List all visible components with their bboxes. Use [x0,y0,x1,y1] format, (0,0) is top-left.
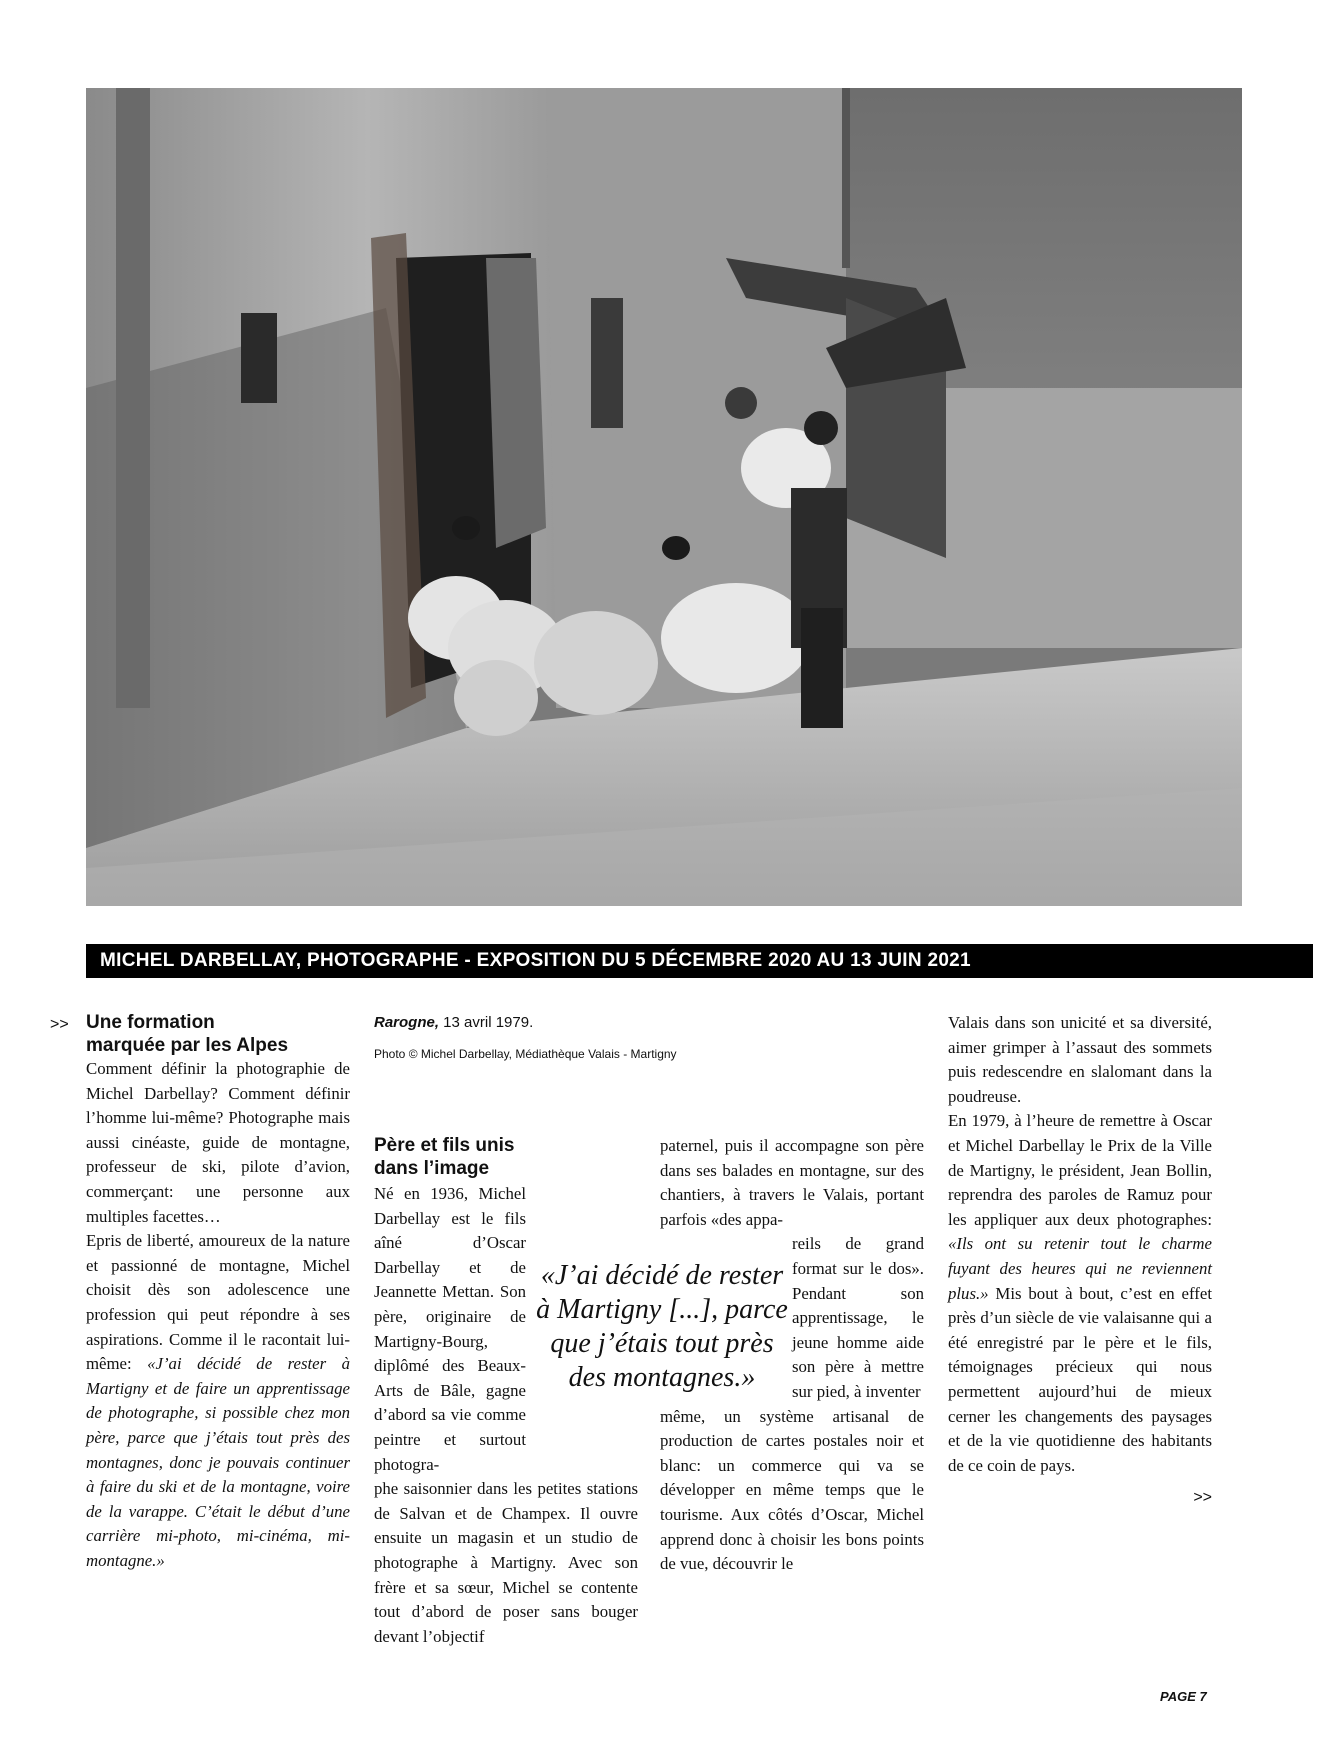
heading-line-2: dans l’image [374,1158,490,1179]
photo-credit: Photo © Michel Darbellay, Médiathèque Valais - Martigny [374,1046,677,1061]
paragraph: Né en 1936, Michel Darbellay est le fils aîné d’Oscar Darbellay et de Jeannette Mettan. Son père, originaire de Martigny-Bourg, diplômé des Beaux-Arts de Bâle, gagne d’abord sa vie comme peintre et surtout photogra- [374,1184,526,1474]
continue-marker[interactable]: >> [1193,1489,1212,1507]
caption-title [374,1011,774,1036]
pull-quote: «J’ai décidé de rester à Martigny [...], parce que j’étais tout près des montagnes.» [536,1260,788,1393]
caption-place: Rarogne, [374,1014,440,1031]
paragraph [948,1109,1212,1478]
paragraph [86,1229,350,1573]
paragraph-text: Epris de liberté, amoureux de la nature et passionné de montagne, Michel choisit dès son adolescence une profession qui peut répondre à ses aspirations. Comme il le racontait lui-même: [86,1231,350,1374]
heading-line-1: Une formation [86,1012,215,1033]
paragraph: même, un système artisanal de production de cartes postales noir et blanc: un commerce qui va se développer en même temps que le tourisme. Aux côtés d’Oscar, Michel apprend donc à choisir les bons points de vue, découvrir le [660,1406,924,1574]
heading-line-1: Père et fils unis [374,1135,515,1156]
paragraph: Valais dans son unicité et sa diversité, aimer grimper à l’assaut des sommets puis redescendre en slalomant dans la poudreuse. [948,1013,1212,1106]
column-2 [374,1182,638,1649]
photo-caption [374,1011,774,1066]
column-4 [948,1011,1212,1511]
quote-text: «Ils ont su retenir tout le charme fuyant des heures qui ne reviennent plus.» [948,1234,1212,1303]
section-marker: >> [50,1016,69,1033]
column-3 [660,1134,924,1577]
section-heading [86,1011,350,1057]
paragraph: paternel, puis il accompagne son père dans ses balades en montagne, sur des chantiers, à travers le Valais, portant parfois «des appa- [660,1136,924,1229]
paragraph-text: Mis bout à bout, c’est en effet près d’un siècle de vie valaisanne qui a été enregistré par le père et le fils, témoignages précieux qui nous permettent aujourd’hui de mieux cerner les changements des paysages et de la vie quotidienne des habitants de ce coin de pays. [948,1283,1212,1475]
paragraph-text: En 1979, à l’heure de remettre à Oscar et Michel Darbellay le Prix de la Ville de Martigny, le président, Jean Bollin, reprendra des paroles de Ramuz pour les appliquer aux deux photographes: [948,1111,1212,1229]
section-heading [374,1134,638,1180]
paragraph: Comment définir la photographie de Michel Darbellay? Comment définir l’homme lui-même? Photographe mais aussi cinéaste, guide de montagne, professeur de ski, pilote d’avion, commerçant: une personne aux multiples facettes… [86,1059,350,1226]
village-sheep-photo [86,88,1242,906]
paragraph: reils de grand format sur le dos». Pendant son apprentissage, le jeune homme aide son père à mettre sur pied, à inventer [792,1234,924,1401]
heading-line-2: marquée par les Alpes [86,1035,289,1056]
column-1 [86,1011,350,1573]
quote-text: «J’ai décidé de rester à Martigny et de faire un apprentissage de photographe, si possible chez mon père, parce que j’étais tout près des montagnes, donc je pouvais continuer à faire du ski et de la montagne, voire de la varappe. C’était le début d’une carrière mi-photo, mi-cinéma, mi-montagne.» [86,1354,350,1570]
main-photo [86,88,1242,906]
caption-date: 13 avril 1979. [439,1014,534,1031]
page-number: PAGE 7 [1160,1689,1207,1704]
paragraph: phe saisonnier dans les petites stations de Salvan et de Champex. Il ouvre ensuite un magasin et un studio de photographe à Martigny. Avec son frère et sa sœur, Michel se contente tout d’abord de poser sans bouger devant l’objectif [374,1479,638,1646]
exhibition-banner: MICHEL DARBELLAY, PHOTOGRAPHE - EXPOSITION DU 5 DÉCEMBRE 2020 AU 13 JUIN 2021 [86,944,1313,978]
